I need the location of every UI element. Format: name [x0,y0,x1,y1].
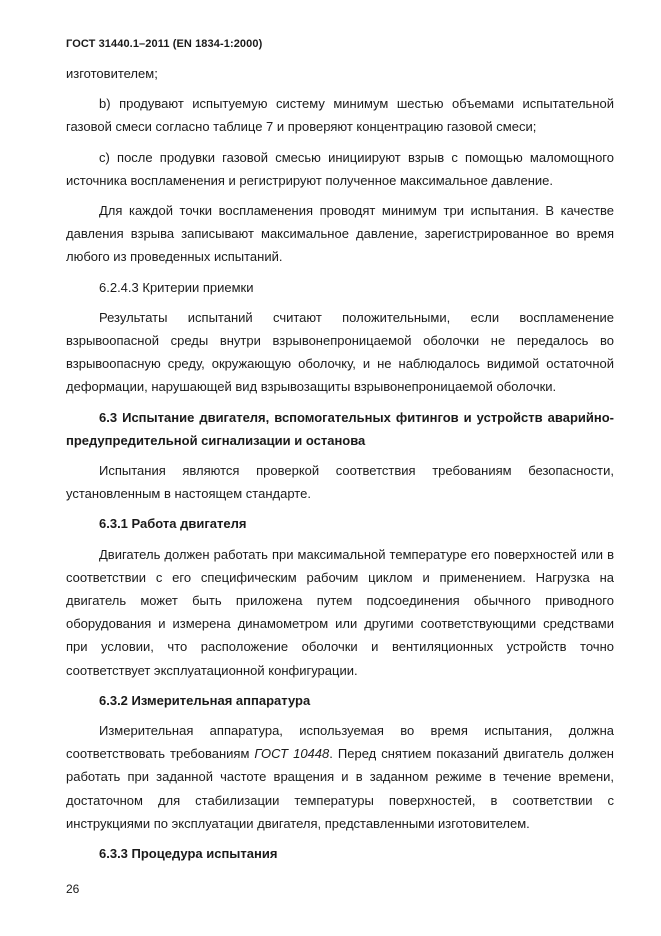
subsection-heading: 6.2.4.3 Критерии приемки [99,279,254,295]
paragraph: изготовителем; [66,66,158,81]
subsection-heading: 6.3.3 Процедура испытания [99,846,278,862]
document-body [66,62,614,872]
standard-reference: ГОСТ 10448 [254,746,330,762]
paragraph: Испытания являются проверкой соответствия требованиям безопасности, установленным в настоящем стандарте. [66,463,614,502]
page-number: 26 [66,882,80,896]
paragraph [66,719,614,835]
paragraph: Для каждой точки воспламенения проводят минимум три испытания. В качестве давления взрыва записывают максимальное давление, зарегистрированное во время любого из проведенных испытаний. [66,203,614,265]
paragraph: Двигатель должен работать при максимальной температуре его поверхностей или в соответствии с его специфическим рабочим циклом и применением. Нагрузка на двигатель может быть приложена путем подсоединения обычного приводного оборудования и измерена динамометром или другими соответствующими средствами при условии, что расположение оболочки и вентиляционных устройств точно соответствует эксплуатационной конфигурации. [66,546,614,678]
list-item-b: b) продувают испытуемую систему минимум шестью объемами испытательной газовой смеси согласно таблице 7 и проверяют концентрацию газовой смеси; [66,96,614,135]
section-heading: 6.3 Испытание двигателя, вспомогательных фитингов и устройств аварийно-предупредительной сигнализации и останова [66,409,614,448]
text-run: . Перед снятием показаний двигатель должен работать при заданной частоте вращения и в заданном режиме в течение времени, достаточном для стабилизации температуры поверхностей, в соответствии с инструкциями по эксплуатации двигателя, представленными изготовителем. [66,746,614,831]
subsection-heading: 6.3.2 Измерительная аппаратура [99,692,311,708]
subsection-heading: 6.3.1 Работа двигателя [99,516,247,532]
document-header: ГОСТ 31440.1–2011 (EN 1834-1:2000) [66,38,263,50]
text-run: Измерительная аппаратура, используемая во время испытания, должна соответствовать требованиям [66,723,614,762]
list-item-c: c) после продувки газовой смесью инициируют взрыв с помощью маломощного источника воспламенения и регистрируют полученное максимальное давление. [66,149,614,188]
paragraph: Результаты испытаний считают положительными, если воспламенение взрывоопасной среды внутри взрывонепроницаемой оболочки не передалось во взрывоопасную среду, окружающую оболочку, и не наблюдалось видимой остаточной деформации, нарушающей вид взрывозащиты взрывонепроницаемой оболочки. [66,309,614,395]
